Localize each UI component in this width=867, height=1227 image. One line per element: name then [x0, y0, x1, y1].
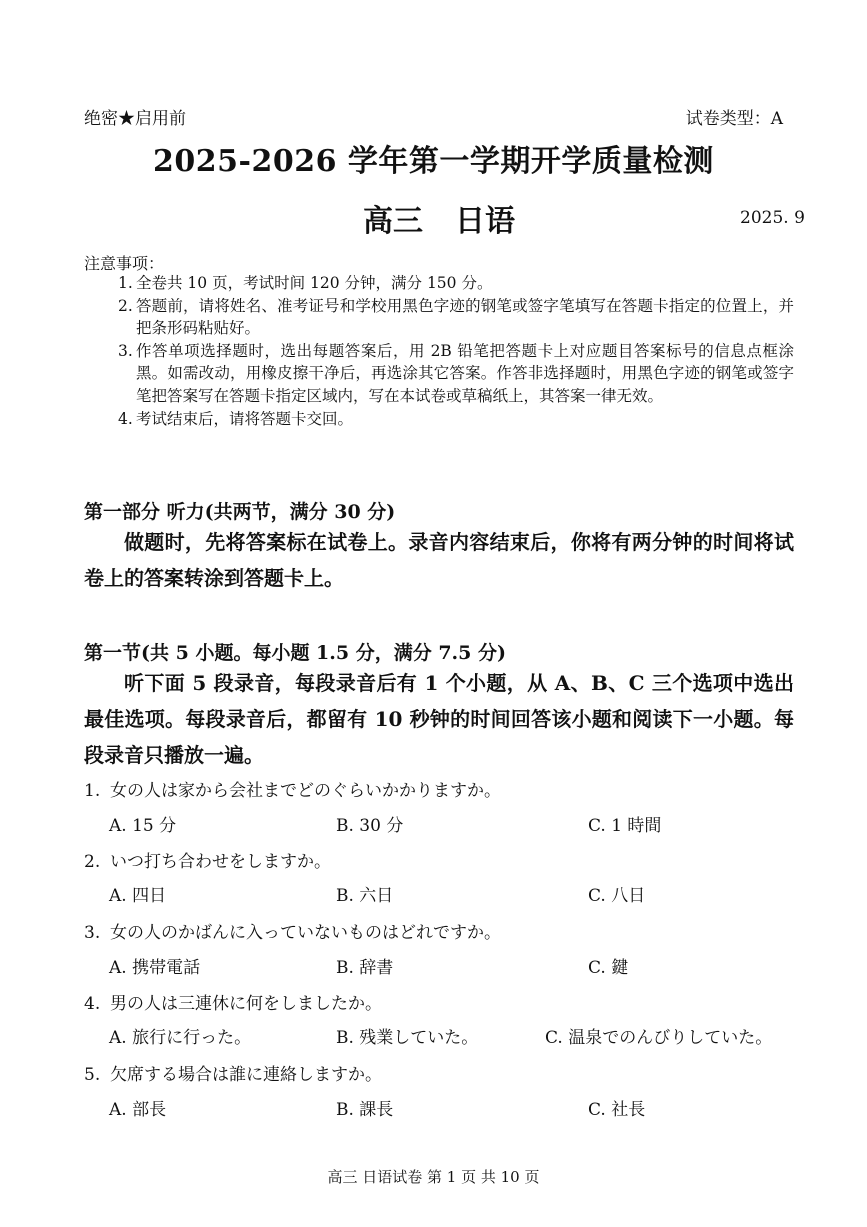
option-c[interactable]: C. 八日: [588, 886, 646, 906]
notice-item-text: 作答单项选择题时，选出每题答案后，用 2B 铅笔把答题卡上对应题目答案标号的信息点框涂黑。如需改动，用橡皮擦干净后，再选涂其它答案。作答非选择题时，用黑色字迹的钢笔或签字笔把答案写在答题卡指定区域内，写在本试卷或草稿纸上，其答案一律无效。: [136, 341, 794, 405]
option-b[interactable]: B. 30 分: [336, 816, 404, 836]
notice-heading: 注意事项：: [84, 254, 165, 273]
option-a[interactable]: A. 四日: [109, 886, 167, 906]
exam-date: 2025. 9: [740, 208, 805, 228]
part1-instruction: 做题时，先将答案标在试卷上。录音内容结束后，你将有两分钟的时间将试卷上的答案转涂到答题卡上。: [84, 530, 794, 590]
question-number: 4.: [84, 994, 101, 1014]
part1-heading: 第一部分 听力(共两节，满分 30 分): [84, 501, 396, 523]
question-text: 男の人は三連休に何をしましたか。: [110, 994, 382, 1014]
question-3: [84, 918, 501, 943]
paper-type-label: 试卷类型：A: [685, 109, 783, 129]
exam-subtitle: [363, 196, 515, 240]
option-a[interactable]: A. 旅行に行った。: [109, 1028, 252, 1048]
option-c[interactable]: C. 温泉でのんびりしていた。: [545, 1028, 773, 1048]
notice-item-number: 3.: [118, 341, 133, 360]
option-c[interactable]: C. 社長: [588, 1100, 646, 1120]
secrecy-label: 绝密★启用前: [84, 109, 186, 129]
question-number: 3.: [84, 923, 101, 943]
question-4: [84, 989, 382, 1014]
question-text: 女の人は家から会社までどのぐらいかかりますか。: [110, 781, 501, 801]
section1-instruction: 听下面 5 段录音，每段录音后有 1 个小题，从 A、B、C 三个选项中选出最佳选项。每段录音后，都留有 10 秒钟的时间回答该小题和阅读下一小题。每段录音只播放一遍。: [84, 671, 794, 767]
option-a[interactable]: A. 15 分: [109, 816, 177, 836]
notice-item-number: 4.: [118, 409, 133, 428]
notice-item: [118, 295, 794, 340]
question-number: 1.: [84, 781, 101, 801]
option-b[interactable]: B. 残業していた。: [336, 1028, 479, 1048]
option-c[interactable]: C. 鍵: [588, 958, 629, 978]
notice-item-text: 答题前，请将姓名、准考证号和学校用黑色字迹的钢笔或签字笔填写在答题卡指定的位置上，并把条形码粘贴好。: [136, 296, 794, 338]
notice-item-number: 1.: [118, 274, 133, 292]
notice-item: [118, 408, 794, 431]
question-text: いつ打ち合わせをしますか。: [110, 852, 331, 872]
option-a[interactable]: A. 部長: [109, 1100, 167, 1120]
notice-item: [118, 340, 794, 408]
option-a[interactable]: A. 携帯電話: [109, 958, 201, 978]
option-b[interactable]: B. 辞書: [336, 958, 394, 978]
notice-list: [118, 272, 794, 430]
notice-item: [118, 272, 794, 295]
notice-item-number: 2.: [118, 296, 133, 315]
question-number: 5.: [84, 1065, 101, 1085]
question-5: [84, 1060, 382, 1085]
section1-heading: 第一节(共 5 小题。每小题 1.5 分，满分 7.5 分): [84, 642, 506, 664]
option-b[interactable]: B. 六日: [336, 886, 394, 906]
question-number: 2.: [84, 852, 101, 872]
page-footer: 高三 日语试卷 第 1 页 共 10 页: [327, 1168, 540, 1186]
grade-label: 高三: [363, 204, 423, 239]
option-c[interactable]: C. 1 時間: [588, 816, 662, 836]
option-b[interactable]: B. 課長: [336, 1100, 394, 1120]
notice-item-text: 全卷共 10 页，考试时间 120 分钟，满分 150 分。: [136, 274, 493, 292]
subject-label: 日语: [455, 204, 515, 239]
question-2: [84, 847, 331, 872]
question-1: [84, 776, 501, 801]
notice-item-text: 考试结束后，请将答题卡交回。: [136, 409, 354, 428]
question-text: 女の人のかばんに入っていないものはどれですか。: [110, 923, 501, 943]
exam-title: 2025-2026 学年第一学期开学质量检测: [153, 144, 714, 179]
question-text: 欠席する場合は誰に連絡しますか。: [110, 1065, 382, 1085]
